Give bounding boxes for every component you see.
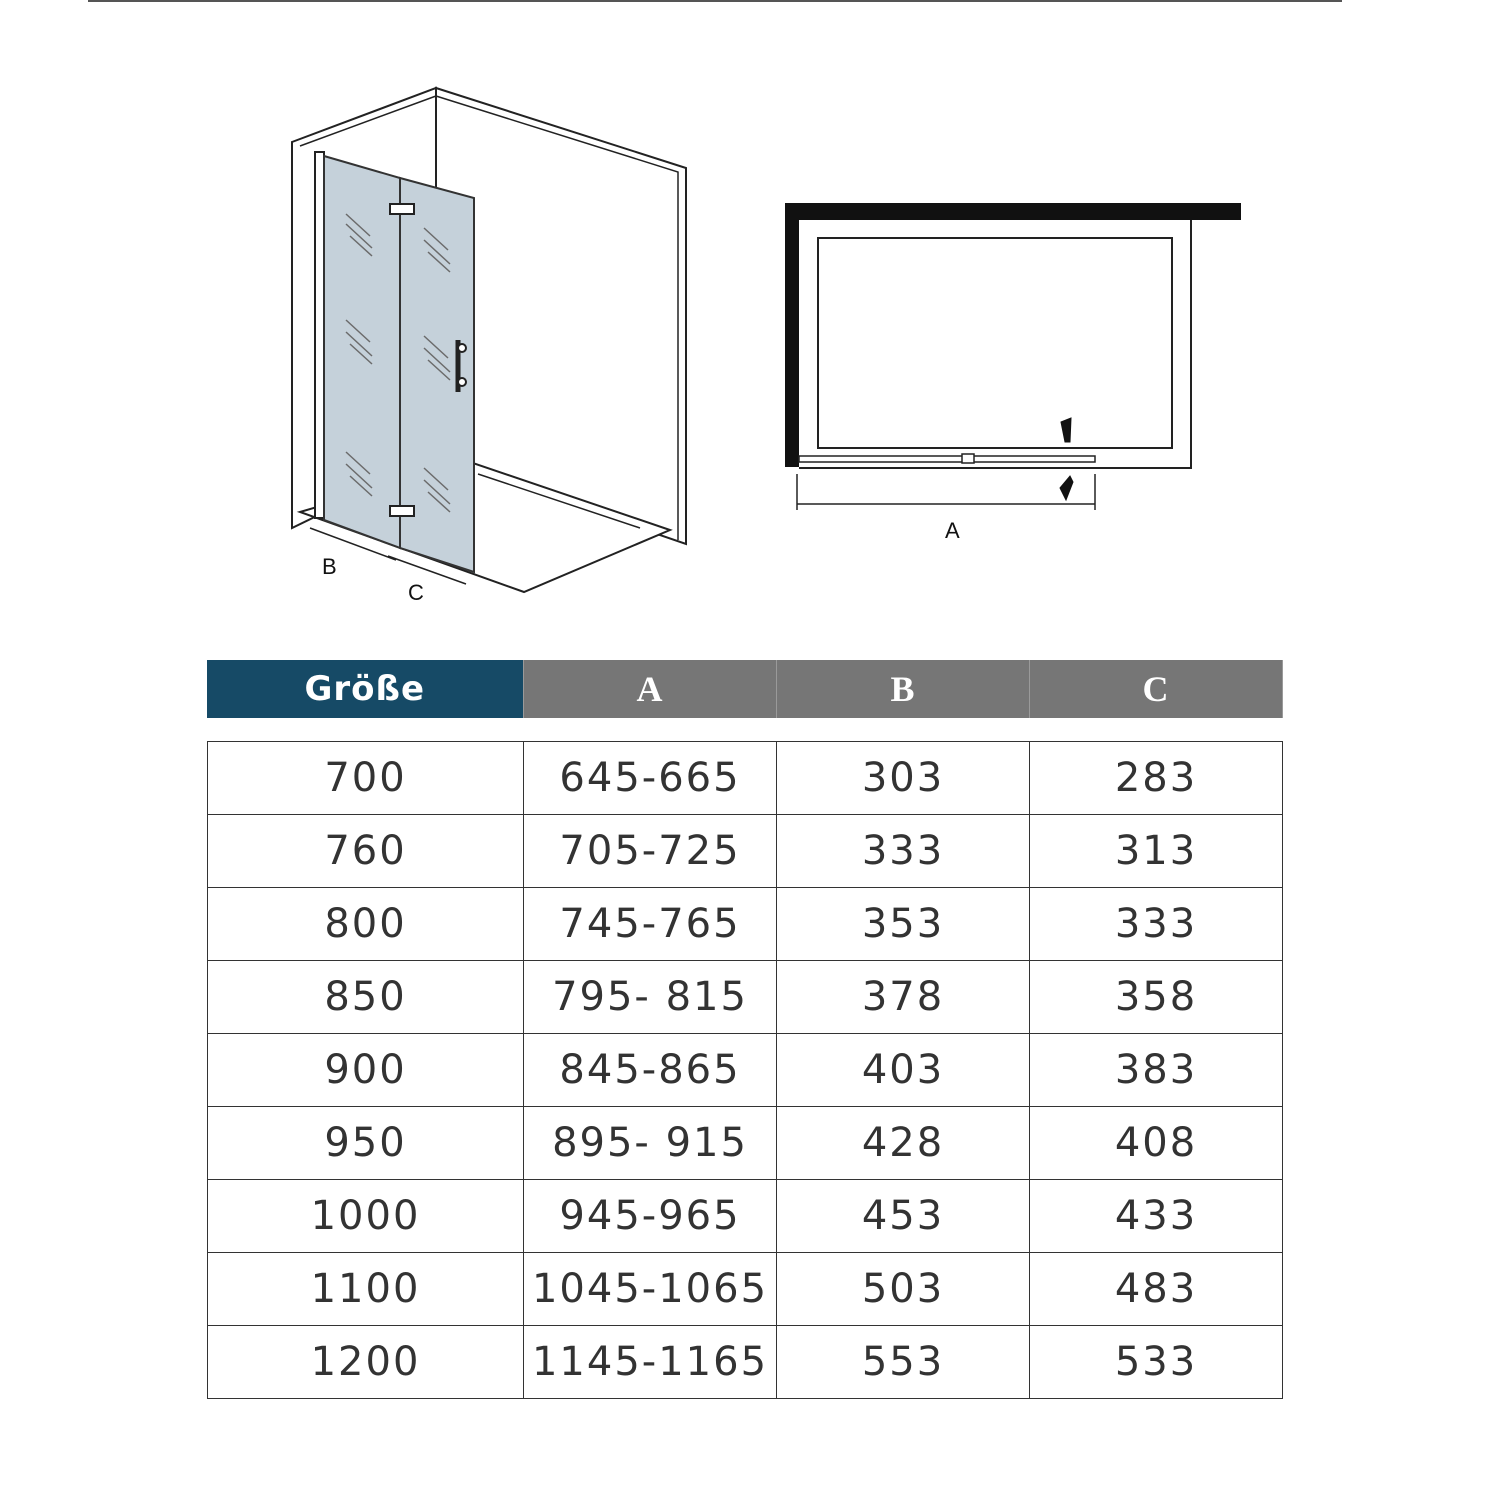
cell-b: 428 [777,1107,1030,1180]
plan-door-rail [799,456,1095,462]
cell-a: 895- 915 [524,1107,777,1180]
label-b: B [322,554,337,579]
cell-groesse: 900 [208,1034,524,1107]
cell-c: 383 [1030,1034,1283,1107]
dimension-diagrams [0,0,1500,640]
hinge-top [390,204,414,214]
cell-a: 945-965 [524,1180,777,1253]
cell-c: 533 [1030,1326,1283,1399]
table-row [208,1180,1283,1253]
table-row [208,1326,1283,1399]
cell-groesse: 700 [208,742,524,815]
cell-c: 358 [1030,961,1283,1034]
cell-groesse: 800 [208,888,524,961]
cell-a: 645-665 [524,742,777,815]
header-row [207,660,1282,718]
table-row [208,1253,1283,1326]
header-b: B [776,660,1029,718]
plan-hinge [962,454,974,463]
handle-knob-top [458,344,466,352]
cell-b: 303 [777,742,1030,815]
table-row [208,888,1283,961]
cell-a: 705-725 [524,815,777,888]
wall-profile [315,152,324,518]
cell-groesse: 1100 [208,1253,524,1326]
cell-groesse: 760 [208,815,524,888]
size-table-header [207,660,1283,718]
glass-panel-left [324,156,400,548]
table-row [208,1107,1283,1180]
cell-groesse: 950 [208,1107,524,1180]
cell-a: 795- 815 [524,961,777,1034]
label-c: C [408,580,424,605]
table-row [208,961,1283,1034]
cell-groesse: 1000 [208,1180,524,1253]
table-row [208,815,1283,888]
plan-outer-outline [799,220,1191,468]
cell-c: 333 [1030,888,1283,961]
plan-tray-inner [818,238,1172,448]
table-row [208,1034,1283,1107]
cell-b: 453 [777,1180,1030,1253]
perspective-drawing [292,88,686,592]
cell-c: 283 [1030,742,1283,815]
cell-a: 845-865 [524,1034,777,1107]
cell-c: 433 [1030,1180,1283,1253]
cell-b: 333 [777,815,1030,888]
cell-b: 378 [777,961,1030,1034]
cell-groesse: 850 [208,961,524,1034]
cell-b: 353 [777,888,1030,961]
cell-a: 1045-1065 [524,1253,777,1326]
table-row [208,742,1283,815]
cell-c: 313 [1030,815,1283,888]
cell-b: 403 [777,1034,1030,1107]
cell-groesse: 1200 [208,1326,524,1399]
cell-b: 553 [777,1326,1030,1399]
dim-line-a [797,474,1095,510]
header-c: C [1029,660,1282,718]
hinge-bottom [390,506,414,516]
cell-b: 503 [777,1253,1030,1326]
cell-a: 1145-1165 [524,1326,777,1399]
cell-a: 745-765 [524,888,777,961]
header-groesse: Größe [207,660,523,718]
plan-wall-top [785,203,1241,220]
cell-c: 483 [1030,1253,1283,1326]
plan-view [785,203,1241,510]
handle-knob-bottom [458,378,466,386]
size-table [207,741,1283,1399]
header-a: A [523,660,776,718]
label-a: A [945,518,960,543]
plan-wall-left [785,203,799,467]
cell-c: 408 [1030,1107,1283,1180]
